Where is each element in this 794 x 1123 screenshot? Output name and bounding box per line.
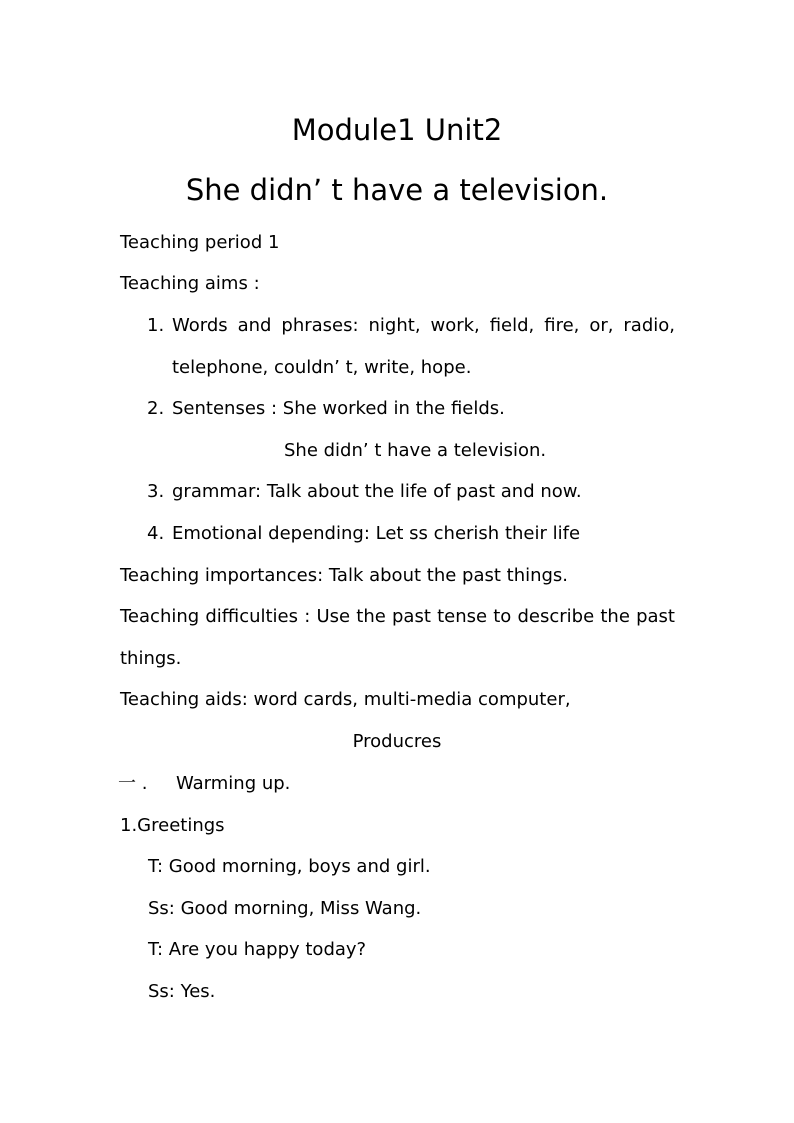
section-marker: 一 .: [118, 773, 148, 794]
aim-text-continued: She didn’ t have a television.: [284, 440, 547, 461]
module-title: Module1 Unit2: [291, 113, 503, 147]
teaching-difficulties: Teaching difficulties : Use the past tense to describe the past: [120, 606, 675, 627]
lesson-title: She didn’ t have a television.: [185, 173, 609, 207]
teaching-importances: Teaching importances: Talk about the past things.: [120, 565, 569, 586]
aim-number: 3.: [147, 481, 165, 502]
teaching-aids: Teaching aids: word cards, multi-media computer,: [120, 689, 571, 710]
teaching-period: Teaching period 1: [120, 232, 280, 253]
dialogue-line: T: Good morning, boys and girl.: [148, 856, 431, 877]
aim-number: 4.: [147, 523, 165, 544]
section-title: Warming up.: [176, 773, 291, 794]
aim-text: Sentenses : She worked in the fields.: [172, 398, 505, 419]
teaching-difficulties-continued: things.: [120, 648, 182, 669]
dialogue-line: Ss: Yes.: [148, 981, 216, 1002]
greetings-heading: 1.Greetings: [120, 815, 225, 836]
aim-text: Emotional depending: Let ss cherish their life: [172, 523, 581, 544]
procedures-heading: Producres: [352, 731, 442, 752]
aim-number: 2.: [147, 398, 165, 419]
dialogue-line: Ss: Good morning, Miss Wang.: [148, 898, 422, 919]
aim-text: grammar: Talk about the life of past and now.: [172, 481, 582, 502]
aim-text-continued: telephone, couldn’ t, write, hope.: [172, 357, 472, 378]
dialogue-line: T: Are you happy today?: [148, 939, 367, 960]
aim-number: 1.: [147, 315, 165, 336]
aim-text: Words and phrases: night, work, field, fire, or, radio,: [172, 315, 675, 336]
teaching-aims-label: Teaching aims :: [120, 273, 260, 294]
